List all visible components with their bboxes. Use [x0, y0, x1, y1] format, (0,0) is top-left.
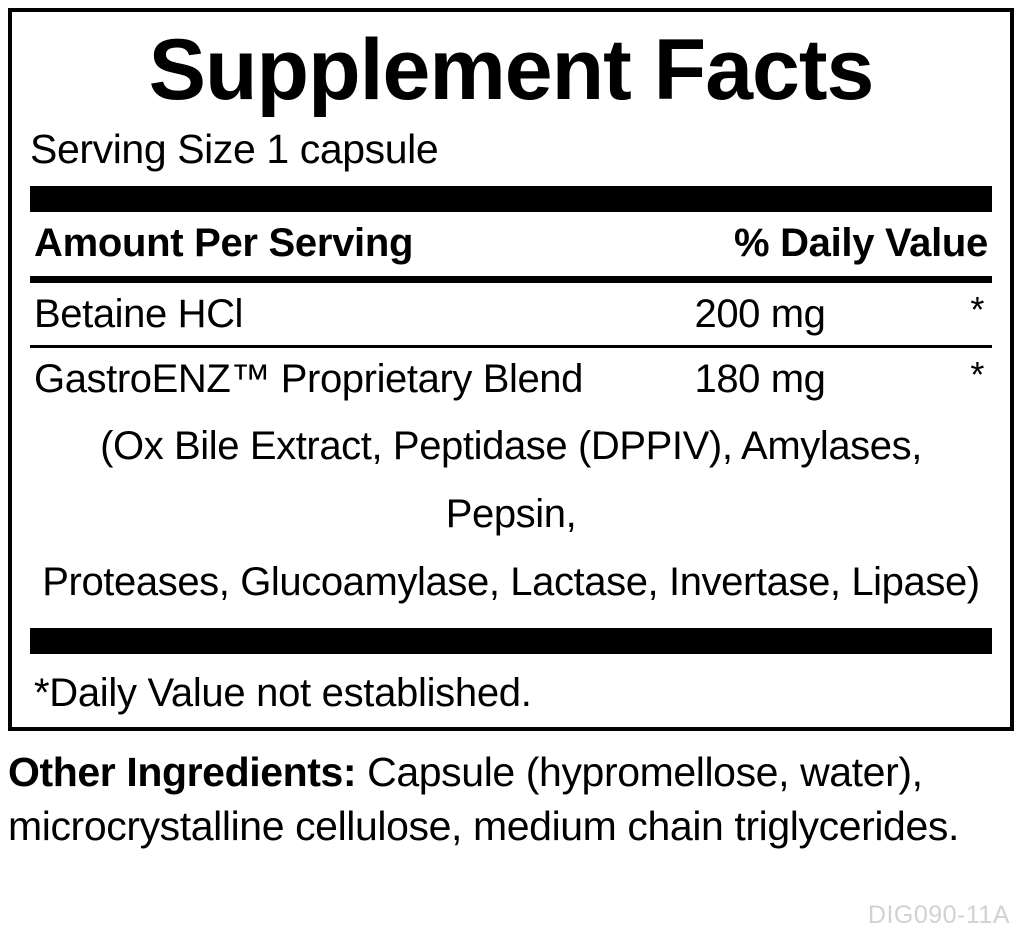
serving-size-text: Serving Size 1 capsule	[30, 126, 439, 172]
blend-detail-line-1: (Ox Bile Extract, Peptidase (DPPIV), Amylases, Pepsin,	[100, 424, 922, 536]
blend-detail-line-2: Proteases, Glucoamylase, Lactase, Invertase, Lipase)	[42, 560, 980, 604]
ingredient-daily-value: *	[970, 354, 984, 395]
divider-thick-bottom	[30, 628, 992, 654]
page-title: Supplement Facts	[148, 22, 874, 118]
other-ingredients-text-1: Capsule (hypromellose, water),	[367, 749, 923, 795]
table-row	[30, 348, 992, 410]
table-row	[30, 283, 992, 345]
other-ingredients-label: Other Ingredients:	[8, 749, 357, 795]
daily-value-footnote: *Daily Value not established.	[34, 671, 532, 715]
ingredient-name: Betaine HCl	[34, 292, 244, 336]
other-ingredients-line-1	[8, 745, 1014, 799]
product-code: DIG090-11A	[867, 901, 1010, 929]
divider-thick-top	[30, 186, 992, 212]
divider-medium-1	[30, 276, 992, 283]
supplement-facts-panel	[8, 8, 1014, 731]
ingredient-daily-value: *	[970, 289, 984, 330]
panel-inner	[30, 22, 992, 718]
ingredient-amount: 200 mg	[694, 292, 826, 336]
ingredient-amount: 180 mg	[694, 357, 826, 401]
table-header-row	[30, 212, 992, 276]
other-ingredients-block	[8, 745, 1014, 853]
daily-value-header: % Daily Value	[733, 221, 988, 265]
amount-per-serving-header: Amount Per Serving	[34, 221, 414, 265]
ingredient-name: GastroENZ™ Proprietary Blend	[34, 357, 583, 401]
other-ingredients-text-2: microcrystalline cellulose, medium chain triglycerides.	[8, 803, 959, 849]
